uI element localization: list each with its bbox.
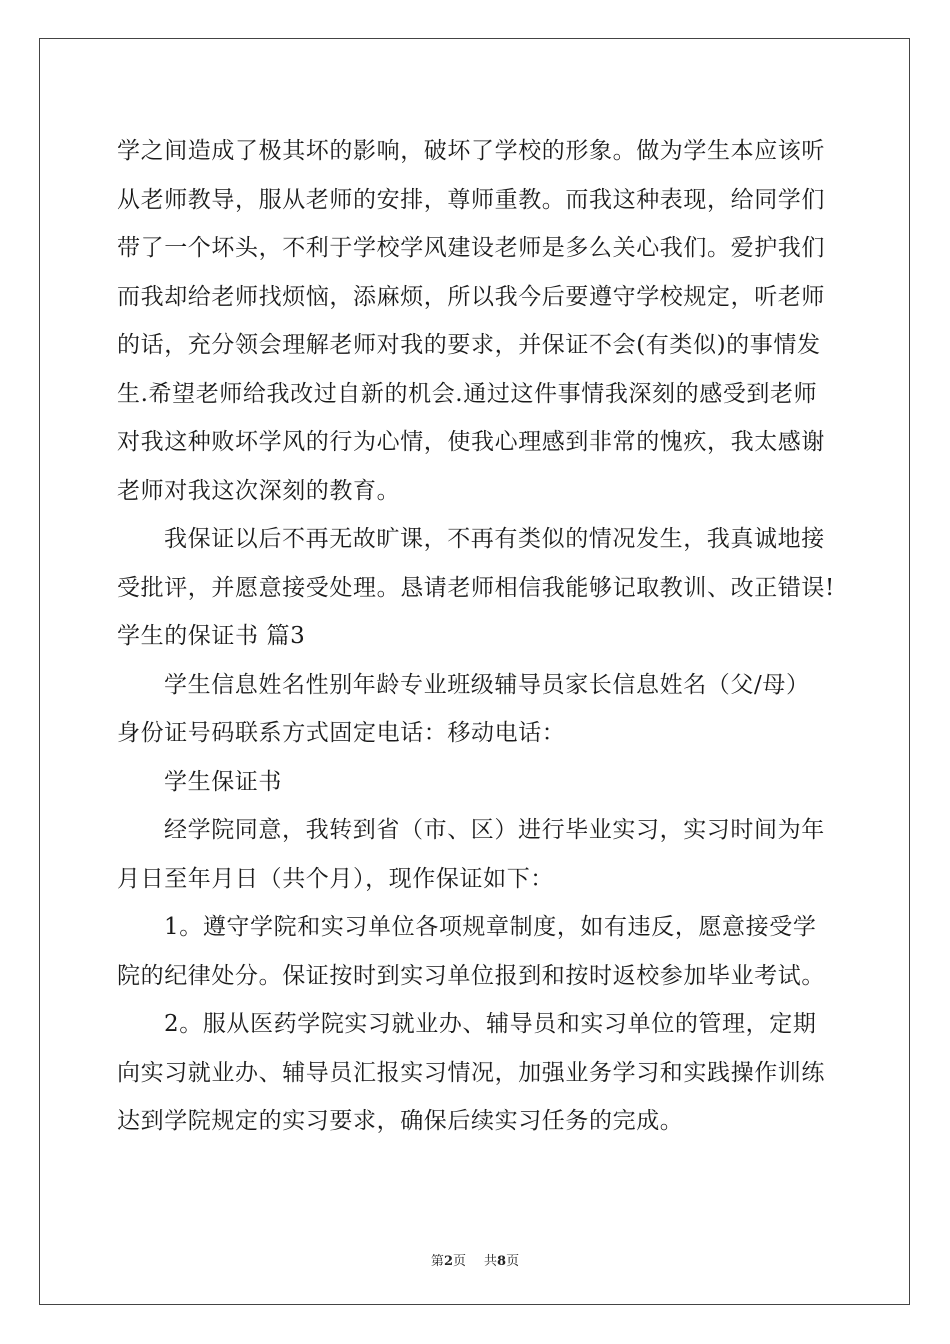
footer-page-total: 8 [497,1254,507,1269]
footer-page-prefix: 第 [430,1254,444,1269]
text-line: 从老师教导，服从老师的安排，尊师重教。而我这种表现，给同学们 [117,186,825,213]
text-line: 学生的保证书 篇3 [117,623,306,649]
text-line: 受批评，并愿意接受处理。恳请老师相信我能够记取教训、改正错误! [117,574,835,601]
text-line: 生.希望老师给我改过自新的机会.通过这件事情我深刻的感受到老师 [117,380,818,407]
text-line: 而我却给老师找烦恼，添麻烦，所以我今后要遵守学校规定，听老师 [117,283,825,310]
text-line: 学生保证书 [164,768,282,795]
page-footer [0,1250,950,1269]
text-line: 2。服从医药学院实习就业办、辅导员和实习单位的管理，定期 [164,1011,817,1037]
text-line: 学之间造成了极其坏的影响，破坏了学校的形象。做为学生本应该听 [117,138,825,164]
text-line: 我保证以后不再无故旷课，不再有类似的情况发生，我真诚地接 [164,526,825,552]
document-body [117,127,837,1146]
text-line: 老师对我这次深刻的教育。 [117,477,401,504]
text-line: 身份证号码联系方式固定电话：移动电话： [117,720,566,746]
text-line: 经学院同意，我转到省（市、区）进行毕业实习，实习时间为年 [164,817,825,843]
text-line: 院的纪律处分。保证按时到实习单位报到和按时返校参加毕业考试。 [117,962,825,989]
text-line: 带了一个坏头，不利于学校学风建设老师是多么关心我们。爱护我们 [117,235,825,261]
text-line: 达到学院规定的实习要求，确保后续实习任务的完成。 [117,1108,684,1134]
footer-total-suffix: 页 [506,1254,520,1269]
text-line: 的话，充分领会理解老师对我的要求，并保证不会(有类似)的事情发 [117,332,821,358]
text-line: 月日至年月日（共个月），现作保证如下： [117,865,554,892]
footer-page-suffix: 页 [452,1254,466,1269]
footer-page-current: 2 [443,1254,453,1269]
text-line: 学生信息姓名性别年龄专业班级辅导员家长信息姓名（父/母） [164,671,810,698]
text-line: 1。遵守学院和实习单位各项规章制度，如有违反，愿意接受学 [164,914,817,940]
text-line: 向实习就业办、辅导员汇报实习情况，加强业务学习和实践操作训练 [117,1059,825,1086]
footer-total-prefix: 共 [484,1254,498,1269]
text-line: 对我这种败坏学风的行为心情，使我心理感到非常的愧疚，我太感谢 [117,429,825,455]
